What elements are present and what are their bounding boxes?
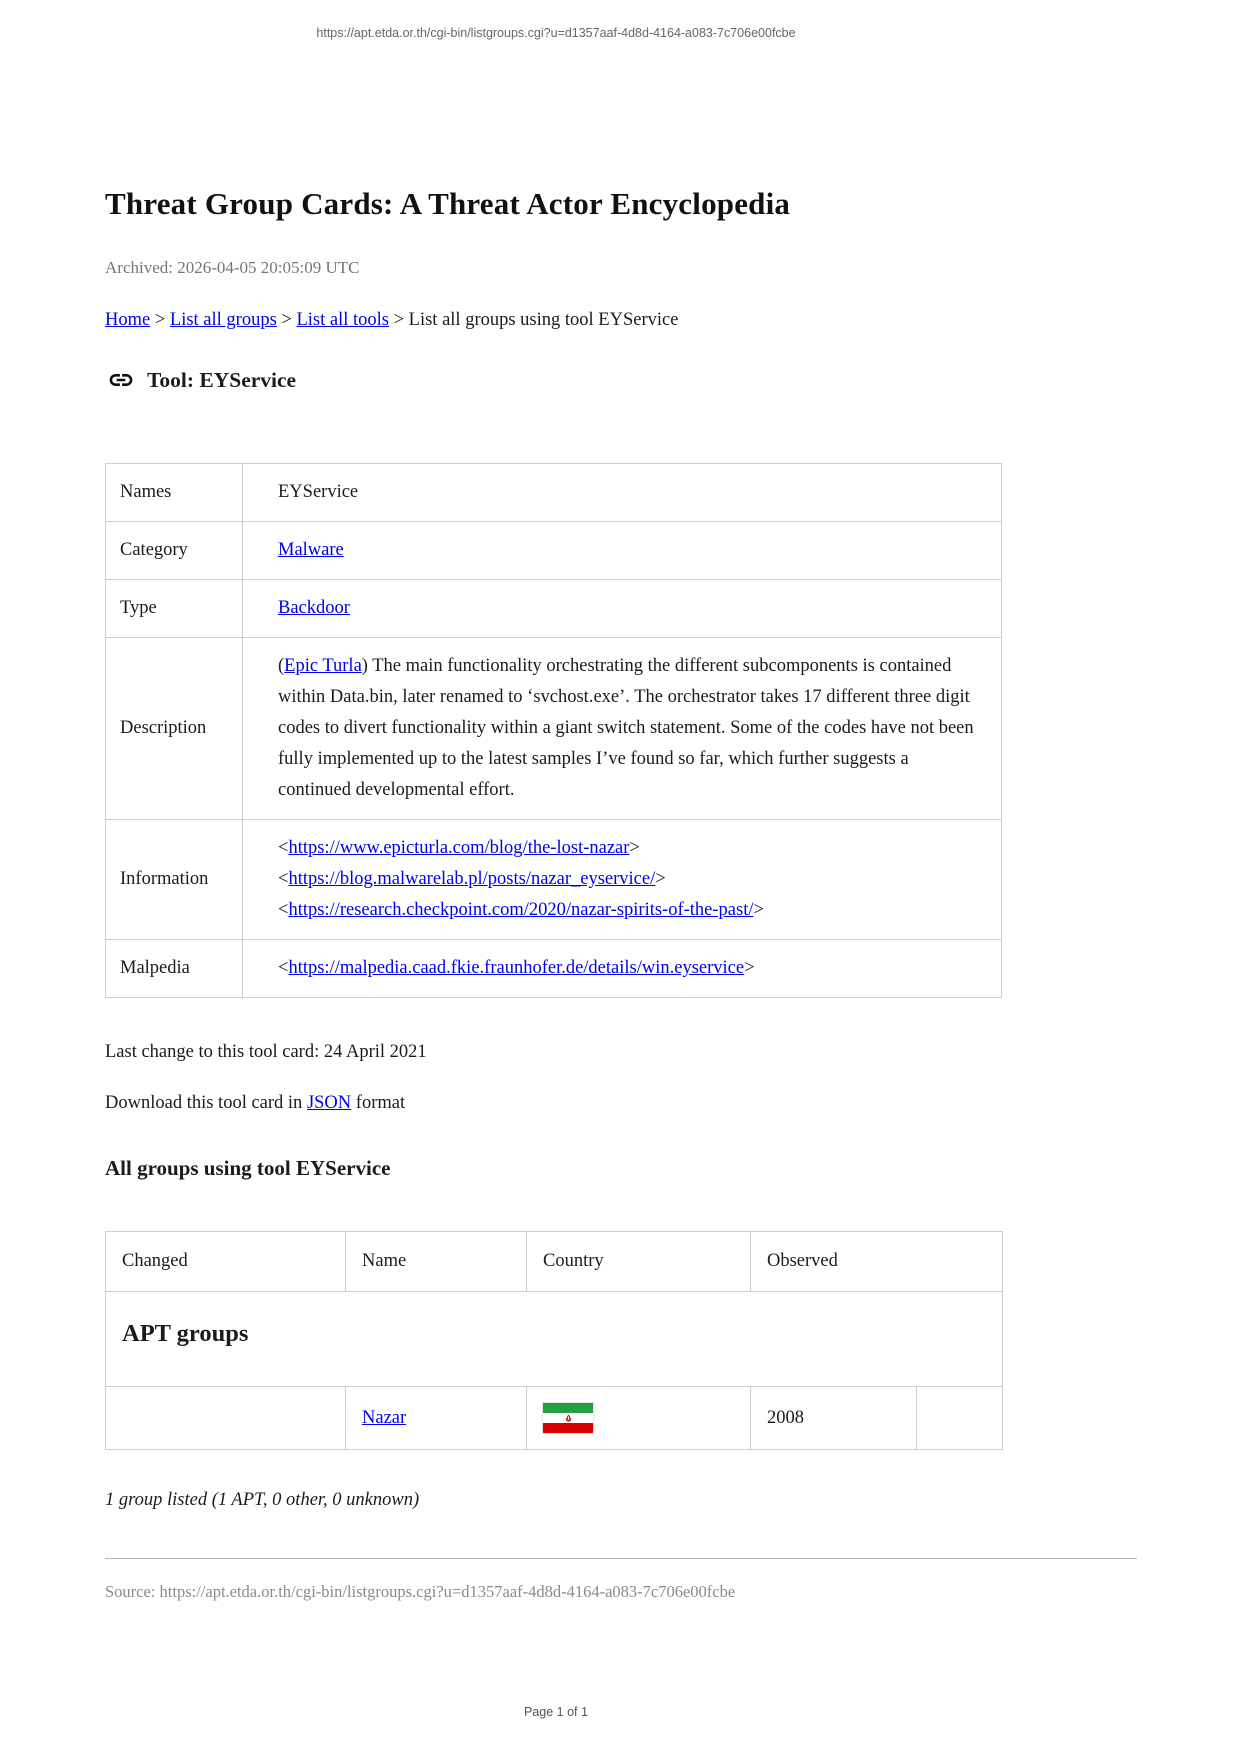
print-header-url: https://apt.etda.or.th/cgi-bin/listgroups.cgi?u=d1357aaf-4d8d-4164-a083-7c706e00fcbe — [316, 26, 796, 40]
epic-turla-link[interactable]: Epic Turla — [284, 656, 362, 676]
column-header-observed: Observed — [751, 1232, 1003, 1292]
breadcrumb-home-link[interactable]: Home — [105, 310, 151, 330]
description-text: ) The main functionality orchestrating the different subcomponents is contained within Data.bin, later renamed to ‘svchost.exe’. The orchestrator takes 17 different three digit codes to divert functionality within a giant switch statement. Some of the codes have not been fully implemented up to the latest samples I’ve found so far, which further suggests a continued developmental effort. — [278, 656, 974, 800]
breadcrumb-separator: > — [393, 310, 405, 330]
malpedia-link[interactable]: https://malpedia.caad.fkie.fraunhofer.de/details/win.eyservice — [288, 958, 745, 978]
changed-cell — [106, 1387, 346, 1450]
information-link[interactable]: https://www.epicturla.com/blog/the-lost-nazar — [288, 838, 630, 858]
tool-card-table — [105, 463, 1002, 998]
information-link[interactable]: https://research.checkpoint.com/2020/nazar-spirits-of-the-past/ — [288, 900, 754, 920]
download-suffix: format — [351, 1093, 406, 1113]
angle-close: > — [655, 869, 666, 889]
angle-close: > — [744, 958, 755, 978]
empty-cell — [917, 1387, 1003, 1450]
names-value: EYService — [243, 464, 1002, 522]
country-cell — [527, 1387, 751, 1450]
groups-table — [105, 1231, 1003, 1450]
column-header-changed: Changed — [106, 1232, 346, 1292]
archived-timestamp: Archived: 2026-04-05 20:05:09 UTC — [105, 258, 360, 277]
page-indicator: Page 1 of 1 — [524, 1705, 588, 1719]
breadcrumb-list-tools-link[interactable]: List all tools — [296, 310, 389, 330]
angle-close: > — [753, 900, 764, 920]
table-row — [106, 1387, 1003, 1450]
page-content — [105, 0, 1137, 1511]
malpedia-value — [243, 940, 1002, 998]
page-title: Threat Group Cards: A Threat Actor Encyclopedia — [105, 186, 791, 221]
apt-groups-header: APT groups — [106, 1292, 1003, 1387]
table-row — [106, 464, 1002, 522]
information-link[interactable]: https://blog.malwarelab.pl/posts/nazar_eyservice/ — [288, 869, 656, 889]
angle-open: < — [278, 900, 289, 920]
nazar-group-link[interactable]: Nazar — [362, 1407, 407, 1428]
angle-close: > — [629, 838, 640, 858]
information-link-line — [278, 833, 979, 864]
download-json-link[interactable]: JSON — [306, 1093, 352, 1113]
names-label: Names — [106, 464, 243, 522]
name-cell — [346, 1387, 527, 1450]
type-label: Type — [106, 580, 243, 638]
table-row — [106, 638, 1002, 820]
iran-flag — [543, 1403, 593, 1433]
breadcrumb-list-groups-link[interactable]: List all groups — [169, 310, 277, 330]
column-header-name: Name — [346, 1232, 527, 1292]
source-line: Source: https://apt.etda.or.th/cgi-bin/listgroups.cgi?u=d1357aaf-4d8d-4164-a083-7c706e00fcbe — [105, 1582, 736, 1601]
download-line — [105, 1093, 1137, 1114]
information-link-line — [278, 864, 979, 895]
table-row — [106, 580, 1002, 638]
category-header-row — [106, 1292, 1003, 1387]
breadcrumb-current: List all groups using tool EYService — [408, 310, 679, 330]
information-value — [243, 820, 1002, 940]
description-value — [243, 638, 1002, 820]
angle-open: < — [278, 838, 289, 858]
groups-summary: 1 group listed (1 APT, 0 other, 0 unknown) — [105, 1490, 420, 1510]
information-link-line — [278, 895, 979, 926]
information-label: Information — [106, 820, 243, 940]
angle-open: < — [278, 958, 289, 978]
tool-heading-title: Tool: EYService — [147, 367, 297, 392]
observed-cell: 2008 — [751, 1387, 917, 1450]
table-row — [106, 522, 1002, 580]
category-value — [243, 522, 1002, 580]
type-backdoor-link[interactable]: Backdoor — [278, 598, 350, 618]
category-label: Category — [106, 522, 243, 580]
link-icon — [105, 367, 137, 393]
description-label: Description — [106, 638, 243, 820]
breadcrumb — [105, 310, 1137, 331]
groups-header-row — [106, 1232, 1003, 1292]
table-row — [106, 820, 1002, 940]
last-change-line: Last change to this tool card: 24 April 2021 — [105, 1042, 427, 1062]
column-header-country: Country — [527, 1232, 751, 1292]
description-paren: ( — [278, 656, 285, 676]
malpedia-label: Malpedia — [106, 940, 243, 998]
angle-open: < — [278, 869, 289, 889]
breadcrumb-separator: > — [281, 310, 292, 330]
type-value — [243, 580, 1002, 638]
tool-heading-row — [105, 367, 1137, 393]
footer-divider — [105, 1558, 1137, 1559]
category-malware-link[interactable]: Malware — [278, 540, 344, 560]
breadcrumb-separator: > — [154, 310, 166, 330]
groups-section-heading: All groups using tool EYService — [105, 1156, 391, 1180]
download-prefix: Download this tool card in — [105, 1093, 307, 1113]
table-row — [106, 940, 1002, 998]
